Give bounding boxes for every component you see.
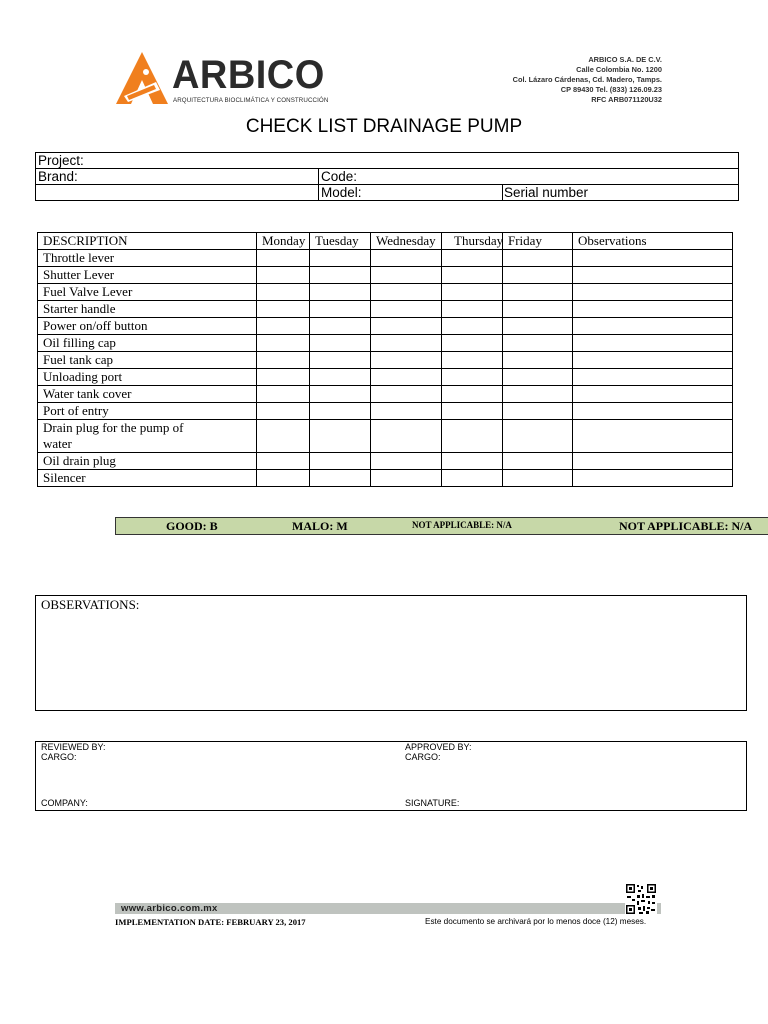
legend-not-applicable-small: NOT APPLICABLE: N/A [412,520,512,530]
friday-cell[interactable] [503,369,573,386]
observations-cell[interactable] [573,420,733,453]
item-description: Unloading port [38,369,257,386]
wednesday-cell[interactable] [371,267,442,284]
review-approval-box [35,741,747,811]
implementation-date: IMPLEMENTATION DATE: FEBRUARY 23, 2017 [115,917,306,927]
tuesday-cell[interactable] [310,301,371,318]
tuesday-cell[interactable] [310,318,371,335]
thursday-cell[interactable] [442,420,503,453]
cargo-right-label: CARGO: [405,752,441,762]
logo-wordmark: ARBICO [172,53,325,97]
friday-cell[interactable] [503,267,573,284]
checklist-row [38,470,733,487]
item-description: Silencer [38,470,257,487]
thursday-cell[interactable] [442,284,503,301]
thursday-cell[interactable] [442,369,503,386]
wednesday-cell[interactable] [371,453,442,470]
friday-cell[interactable] [503,403,573,420]
checklist-row [38,453,733,470]
archive-note: Este documento se archivará por lo menos doce (12) meses. [425,917,647,926]
project-label: Project: [38,153,84,168]
wednesday-cell[interactable] [371,470,442,487]
monday-cell[interactable] [257,386,310,403]
tuesday-cell[interactable] [310,369,371,386]
thursday-cell[interactable] [442,267,503,284]
thursday-cell[interactable] [442,318,503,335]
arbico-logo-icon [116,52,168,104]
wednesday-cell[interactable] [371,420,442,453]
model-serial-row [36,185,739,201]
item-description: Shutter Lever [38,267,257,284]
thursday-cell[interactable] [442,335,503,352]
checklist-header-row [38,233,733,250]
checklist-row [38,420,733,453]
item-description: Oil filling cap [38,335,257,352]
observations-cell[interactable] [573,453,733,470]
observations-cell[interactable] [573,250,733,267]
observations-cell[interactable] [573,352,733,369]
company-rfc: RFC ARB071120U32 [591,95,662,104]
tuesday-cell[interactable] [310,386,371,403]
brand-label: Brand: [38,169,78,184]
cargo-left-label: CARGO: [41,752,77,762]
checklist-row [38,301,733,318]
project-row [36,153,739,169]
friday-cell[interactable] [503,335,573,352]
wednesday-cell[interactable] [371,284,442,301]
company-name: ARBICO S.A. DE C.V. [588,55,662,64]
document-title: CHECK LIST DRAINAGE PUMP [245,116,523,137]
friday-cell[interactable] [503,352,573,369]
serial-field[interactable] [503,185,739,201]
thursday-cell[interactable] [442,386,503,403]
header-description: DESCRIPTION [38,233,257,250]
monday-cell[interactable] [257,301,310,318]
item-description: Fuel tank cap [38,352,257,369]
tuesday-cell[interactable] [310,250,371,267]
item-description: Power on/off button [38,318,257,335]
logo-tagline: ARQUITECTURA BIOCLIMÁTICA Y CONSTRUCCIÓN [173,97,329,104]
tuesday-cell[interactable] [310,284,371,301]
checklist-row [38,250,733,267]
company-street: Calle Colombia No. 1200 [576,65,662,74]
tuesday-cell[interactable] [310,352,371,369]
header-monday: Monday [257,233,310,250]
observations-cell[interactable] [573,403,733,420]
wednesday-cell[interactable] [371,403,442,420]
observations-cell[interactable] [573,284,733,301]
tuesday-cell[interactable] [310,267,371,284]
monday-cell[interactable] [257,335,310,352]
legend-good: GOOD: B [166,519,218,533]
friday-cell[interactable] [503,250,573,267]
footer-bar [115,903,661,914]
friday-cell[interactable] [503,420,573,453]
friday-cell[interactable] [503,470,573,487]
header-friday: Friday [503,233,573,250]
monday-cell[interactable] [257,318,310,335]
checklist-row [38,284,733,301]
friday-cell[interactable] [503,284,573,301]
monday-cell[interactable] [257,470,310,487]
legend-bad: MALO: M [292,519,348,533]
arbico-logo [116,52,329,108]
checklist-row [38,352,733,369]
observations-label: OBSERVATIONS: [41,597,140,612]
code-field[interactable] [319,169,739,185]
monday-cell[interactable] [257,453,310,470]
model-field[interactable] [319,185,503,201]
company-info [513,55,662,105]
observations-cell[interactable] [573,369,733,386]
code-label: Code: [321,169,358,184]
monday-cell[interactable] [257,369,310,386]
item-description: Throttle lever [38,250,257,267]
brand-field[interactable] [36,169,319,185]
reviewed-by-label: REVIEWED BY: [41,742,106,752]
checklist-row [38,369,733,386]
checklist-row [38,335,733,352]
thursday-cell[interactable] [442,403,503,420]
model-label: Model: [321,185,362,200]
wednesday-cell[interactable] [371,369,442,386]
website-link[interactable]: www.arbico.com.mx [121,903,218,914]
item-description: Fuel Valve Lever [38,284,257,301]
item-description: Starter handle [38,301,257,318]
checklist-row [38,386,733,403]
wednesday-cell[interactable] [371,301,442,318]
monday-cell[interactable] [257,403,310,420]
wednesday-cell[interactable] [371,386,442,403]
checklist-row [38,318,733,335]
thursday-cell[interactable] [442,250,503,267]
item-description: Oil drain plug [38,453,257,470]
monday-cell[interactable] [257,250,310,267]
header-thursday: Thursday [442,233,503,250]
serial-label: Serial number [504,185,589,200]
thursday-cell[interactable] [442,470,503,487]
tuesday-cell[interactable] [310,420,371,453]
tuesday-cell[interactable] [310,453,371,470]
thursday-cell[interactable] [442,453,503,470]
item-description: Drain plug for the pump of water [38,420,257,453]
signature-label: SIGNATURE: [405,798,460,808]
observations-cell[interactable] [573,318,733,335]
qr-code-icon [625,883,657,915]
monday-cell[interactable] [257,284,310,301]
monday-cell[interactable] [257,352,310,369]
item-description: Water tank cover [38,386,257,403]
checklist-table [37,232,733,487]
project-field[interactable] [36,153,739,169]
observations-cell[interactable] [573,267,733,284]
checklist-row [38,403,733,420]
wednesday-cell[interactable] [371,250,442,267]
blank-field[interactable] [36,185,319,201]
observations-cell[interactable] [573,335,733,352]
company-colony: Col. Lázaro Cárdenas, Cd. Madero, Tamps. [512,75,662,84]
monday-cell[interactable] [257,420,310,453]
header-tuesday: Tuesday [310,233,371,250]
friday-cell[interactable] [503,301,573,318]
observations-cell[interactable] [573,301,733,318]
project-info-table [35,152,739,201]
approved-by-label: APPROVED BY: [405,742,472,752]
observations-cell[interactable] [573,386,733,403]
header-wednesday: Wednesday [371,233,442,250]
rating-legend [115,517,768,535]
thursday-cell[interactable] [442,352,503,369]
legend-not-applicable: NOT APPLICABLE: N/A [619,519,753,533]
friday-cell[interactable] [503,386,573,403]
wednesday-cell[interactable] [371,318,442,335]
friday-cell[interactable] [503,453,573,470]
observations-box[interactable] [35,595,747,711]
wednesday-cell[interactable] [371,335,442,352]
friday-cell[interactable] [503,318,573,335]
monday-cell[interactable] [257,267,310,284]
brand-code-row [36,169,739,185]
company-phone: CP 89430 Tel. (833) 126.09.23 [560,85,662,94]
tuesday-cell[interactable] [310,403,371,420]
wednesday-cell[interactable] [371,352,442,369]
thursday-cell[interactable] [442,301,503,318]
tuesday-cell[interactable] [310,335,371,352]
company-label: COMPANY: [41,798,88,808]
observations-cell[interactable] [573,470,733,487]
item-description: Port of entry [38,403,257,420]
tuesday-cell[interactable] [310,470,371,487]
header-observations: Observations [573,233,733,250]
checklist-row [38,267,733,284]
